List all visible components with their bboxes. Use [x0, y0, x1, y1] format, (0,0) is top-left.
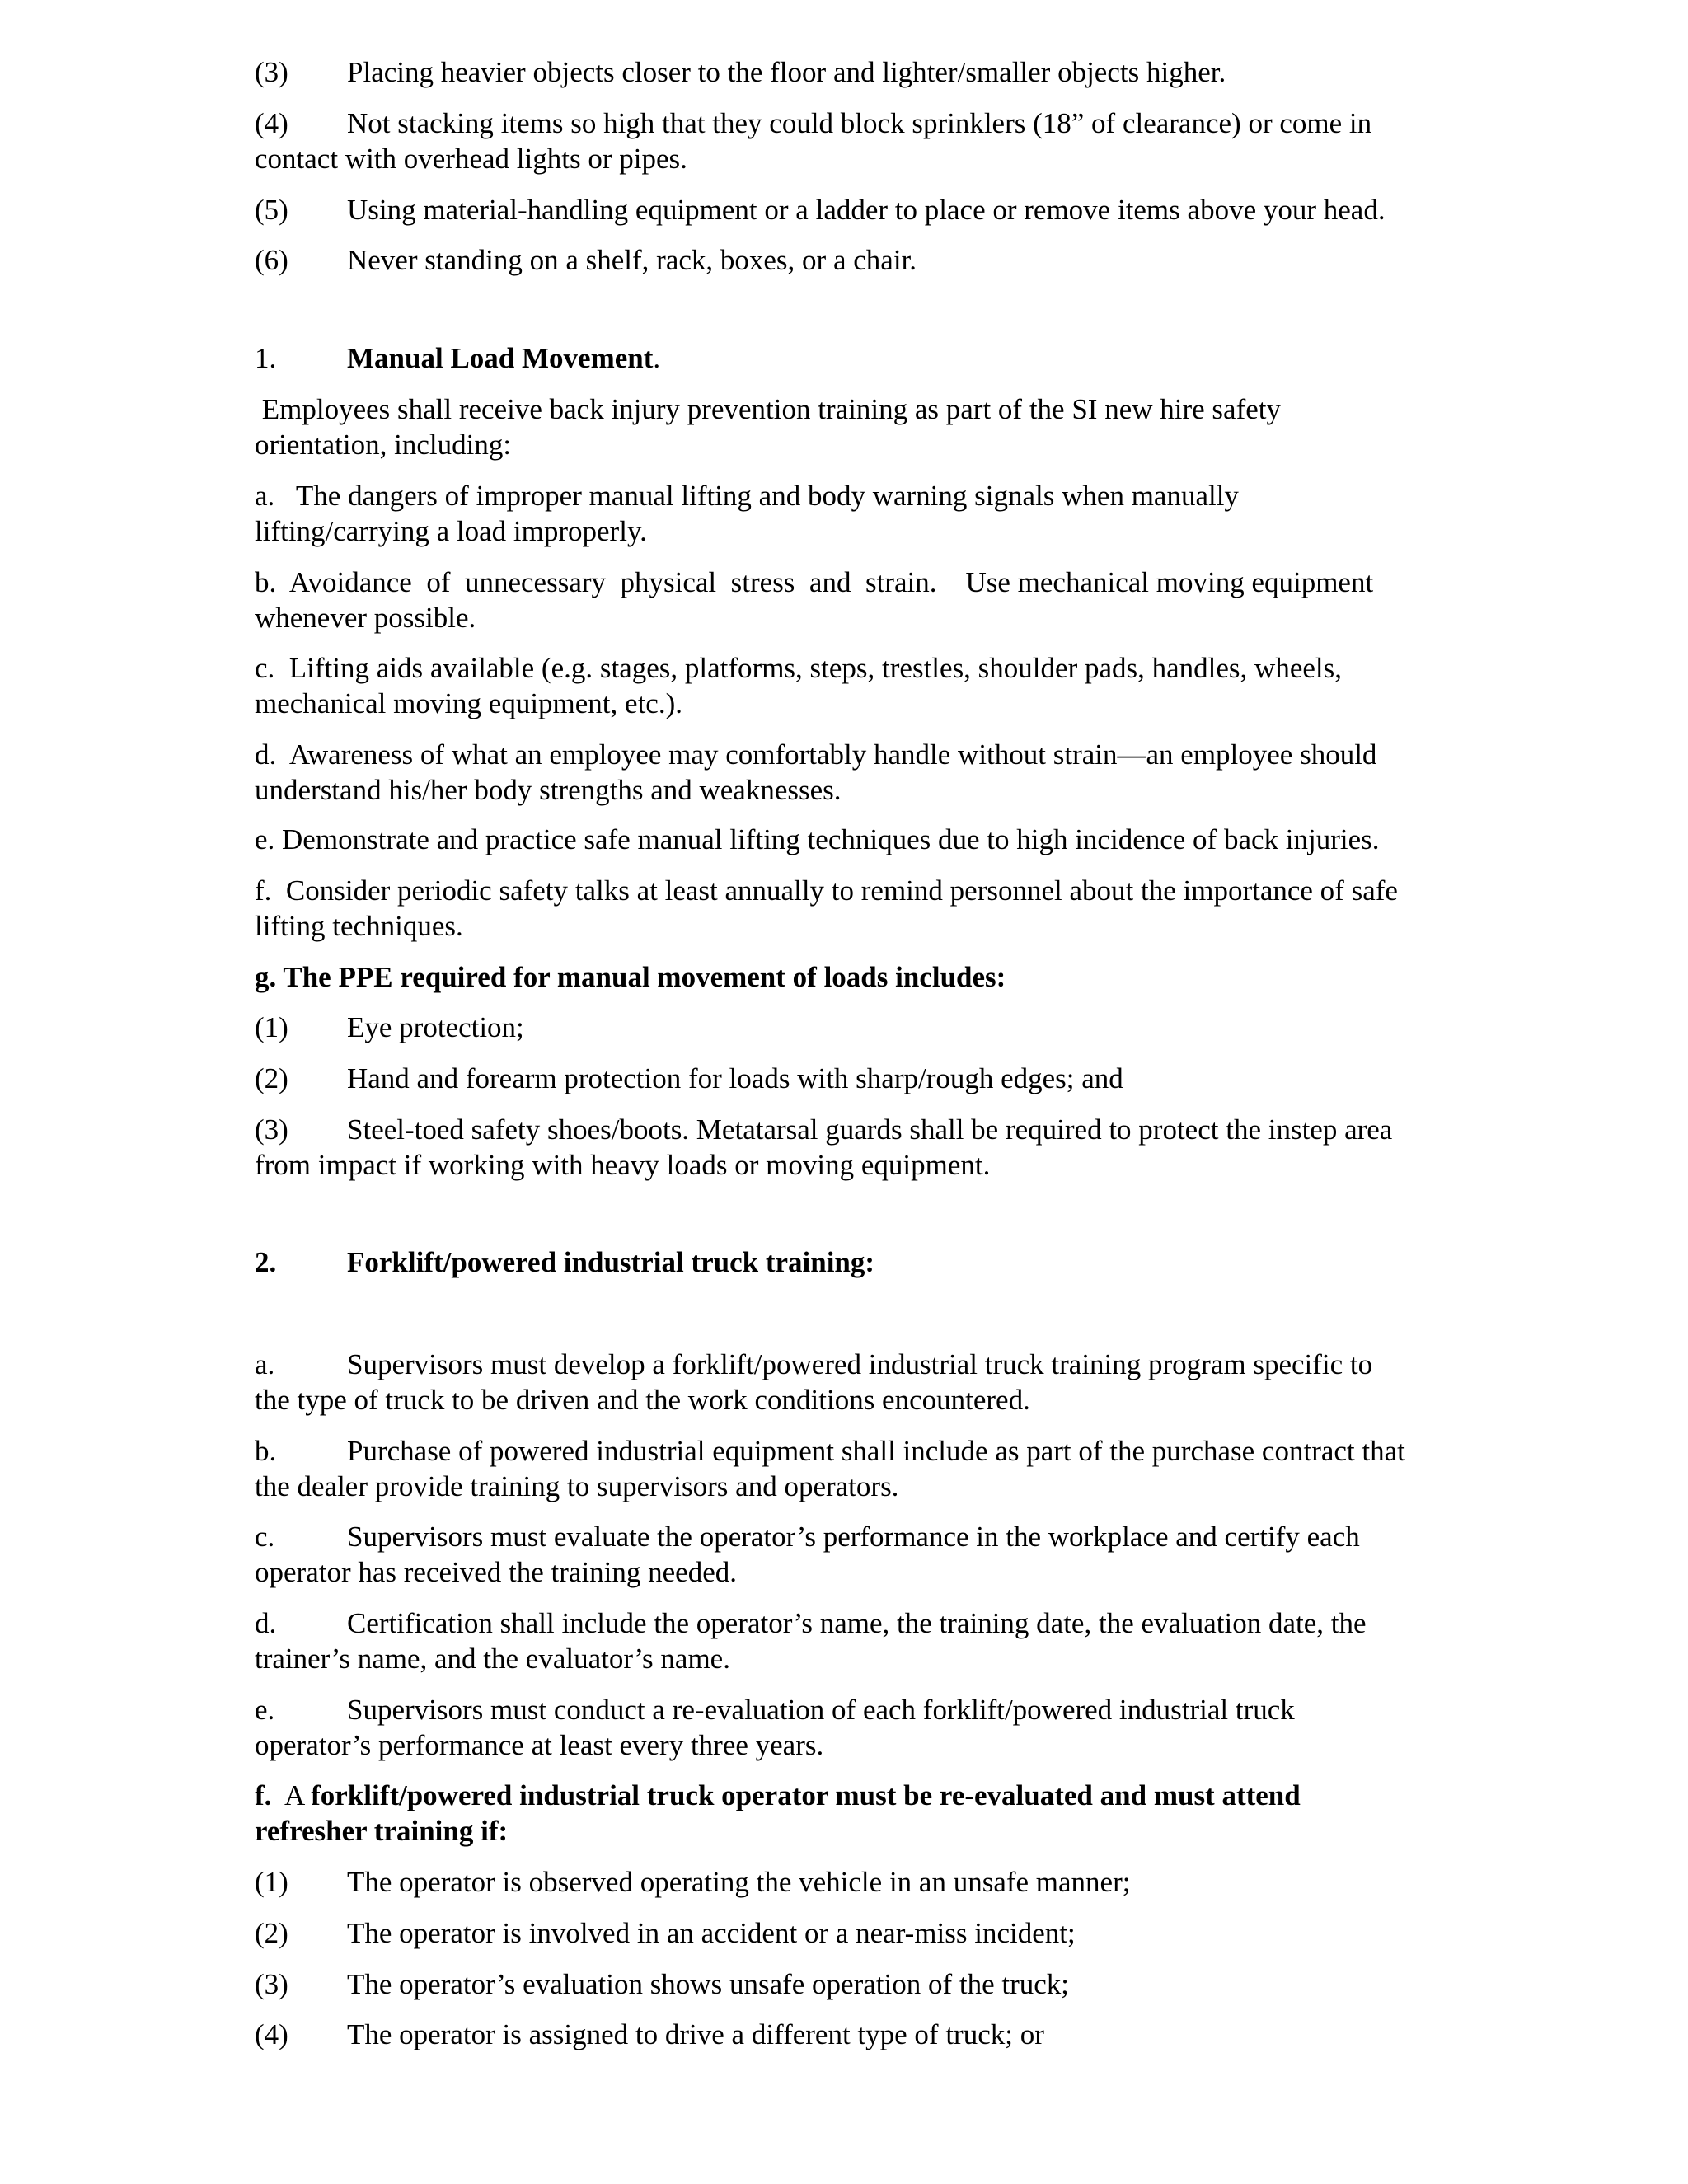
list-text: d. Awareness of what an employee may comfortably handle without strain—an employee should [255, 738, 1377, 771]
list-text-continuation: refresher training if: [255, 1815, 509, 1847]
list-number: (1) [255, 1011, 288, 1043]
list-text: The operator is involved in an accident or a near-miss incident; [347, 1917, 1076, 1949]
list-item [255, 1864, 1475, 1900]
list-item [255, 105, 1475, 176]
paragraph-line: orientation, including: [255, 429, 512, 461]
list-letter: f. [255, 1779, 272, 1811]
list-text-continuation: mechanical moving equipment, etc.). [255, 687, 682, 719]
list-number: (1) [255, 1866, 288, 1898]
list-item [255, 1061, 1475, 1096]
list-text: Certification shall include the operator’s name, the training date, the evaluation date, the [347, 1607, 1367, 1639]
list-text: b. Avoidance of unnecessary physical stress and strain. Use mechanical moving equipment [255, 566, 1374, 598]
list-item [255, 1010, 1475, 1045]
list-letter: a. [255, 1348, 275, 1380]
section-title: Forklift/powered industrial truck training: [347, 1246, 875, 1278]
list-number: (4) [255, 107, 288, 139]
list-item [255, 1605, 1475, 1676]
list-text: Placing heavier objects closer to the floor and lighter/smaller objects higher. [347, 56, 1226, 88]
paragraph-line: Employees shall receive back injury prevention training as part of the SI new hire safety [255, 393, 1281, 425]
list-item [255, 478, 1475, 549]
list-item [255, 1433, 1475, 1504]
list-text-continuation: trainer’s name, and the evaluator’s name. [255, 1643, 730, 1675]
list-text: f. Consider periodic safety talks at least annually to remind personnel about the importance of safe [255, 874, 1398, 907]
list-text-continuation: lifting/carrying a load improperly. [255, 515, 647, 547]
list-item [255, 650, 1475, 721]
section-heading [255, 340, 1475, 376]
list-text: Purchase of powered industrial equipment shall include as part of the purchase contract that [347, 1435, 1405, 1467]
list-item [255, 822, 1475, 857]
list-letter: e. [255, 1694, 275, 1726]
list-item [255, 1966, 1475, 2002]
section-title-period: . [653, 342, 661, 374]
list-item [255, 192, 1475, 227]
list-text-continuation: whenever possible. [255, 602, 476, 634]
list-letter: d. [255, 1607, 277, 1639]
list-number: (5) [255, 194, 288, 226]
list-text: Supervisors must conduct a re-evaluation of each forklift/powered industrial truck [347, 1694, 1295, 1726]
list-text: c. Lifting aids available (e.g. stages, platforms, steps, trestles, shoulder pads, handles, wheels, [255, 652, 1342, 684]
list-text: The operator is observed operating the vehicle in an unsafe manner; [347, 1866, 1131, 1898]
list-text-bold: forklift/powered industrial truck operator must be re-evaluated and must attend [311, 1779, 1301, 1811]
list-item [255, 737, 1475, 808]
list-text: Steel-toed safety shoes/boots. Metatarsal guards shall be required to protect the instep area [347, 1113, 1393, 1146]
list-number: (3) [255, 1113, 288, 1146]
list-text: Hand and forearm protection for loads with sharp/rough edges; and [347, 1062, 1123, 1094]
section-heading [255, 1244, 1475, 1280]
list-item [255, 565, 1475, 635]
list-text: Using material-handling equipment or a ladder to place or remove items above your head. [347, 194, 1386, 226]
list-text-continuation: from impact if working with heavy loads or moving equipment. [255, 1149, 991, 1181]
list-number: (4) [255, 2018, 288, 2050]
list-text: Not stacking items so high that they could block sprinklers (18” of clearance) or come in [347, 107, 1372, 139]
list-letter: b. [255, 1435, 277, 1467]
list-text-continuation: the dealer provide training to supervisors and operators. [255, 1470, 899, 1502]
list-text: The operator is assigned to drive a different type of truck; or [347, 2018, 1044, 2050]
list-text: a. The dangers of improper manual lifting and body warning signals when manually [255, 480, 1239, 512]
list-item [255, 242, 1475, 278]
list-number: (2) [255, 1917, 288, 1949]
list-text: Eye protection; [347, 1011, 524, 1043]
section-number: 2. [255, 1246, 277, 1278]
paragraph [255, 391, 1475, 462]
list-text-continuation: operator’s performance at least every three years. [255, 1729, 824, 1761]
list-number: (3) [255, 56, 288, 88]
list-text: The operator’s evaluation shows unsafe operation of the truck; [347, 1968, 1070, 2000]
list-text-continuation: contact with overhead lights or pipes. [255, 143, 687, 175]
list-text-continuation: the type of truck to be driven and the work conditions encountered. [255, 1384, 1030, 1416]
list-number: (6) [255, 244, 288, 276]
section-number: 1. [255, 342, 277, 374]
list-letter: c. [255, 1521, 275, 1553]
list-text: Supervisors must develop a forklift/powered industrial truck training program specific to [347, 1348, 1373, 1380]
list-text: Supervisors must evaluate the operator’s performance in the workplace and certify each [347, 1521, 1360, 1553]
list-text-continuation: understand his/her body strengths and weaknesses. [255, 774, 842, 806]
list-item [255, 1915, 1475, 1951]
list-item [255, 2017, 1475, 2052]
list-number: (3) [255, 1968, 288, 2000]
ppe-heading: g. The PPE required for manual movement of loads includes: [255, 961, 1006, 993]
list-item [255, 1347, 1475, 1418]
list-text-continuation: lifting techniques. [255, 910, 463, 942]
list-item [255, 1519, 1475, 1590]
list-number: (2) [255, 1062, 288, 1094]
list-item [255, 1692, 1475, 1763]
section-title: Manual Load Movement [347, 342, 654, 374]
list-item [255, 54, 1475, 90]
list-text: e. Demonstrate and practice safe manual lifting techniques due to high incidence of back injuries. [255, 823, 1380, 855]
list-item [255, 1778, 1475, 1849]
list-text: Never standing on a shelf, rack, boxes, or a chair. [347, 244, 917, 276]
list-text-continuation: operator has received the training needed. [255, 1556, 738, 1588]
list-text: A [271, 1779, 312, 1811]
list-item [255, 1112, 1475, 1183]
list-item [255, 873, 1475, 944]
